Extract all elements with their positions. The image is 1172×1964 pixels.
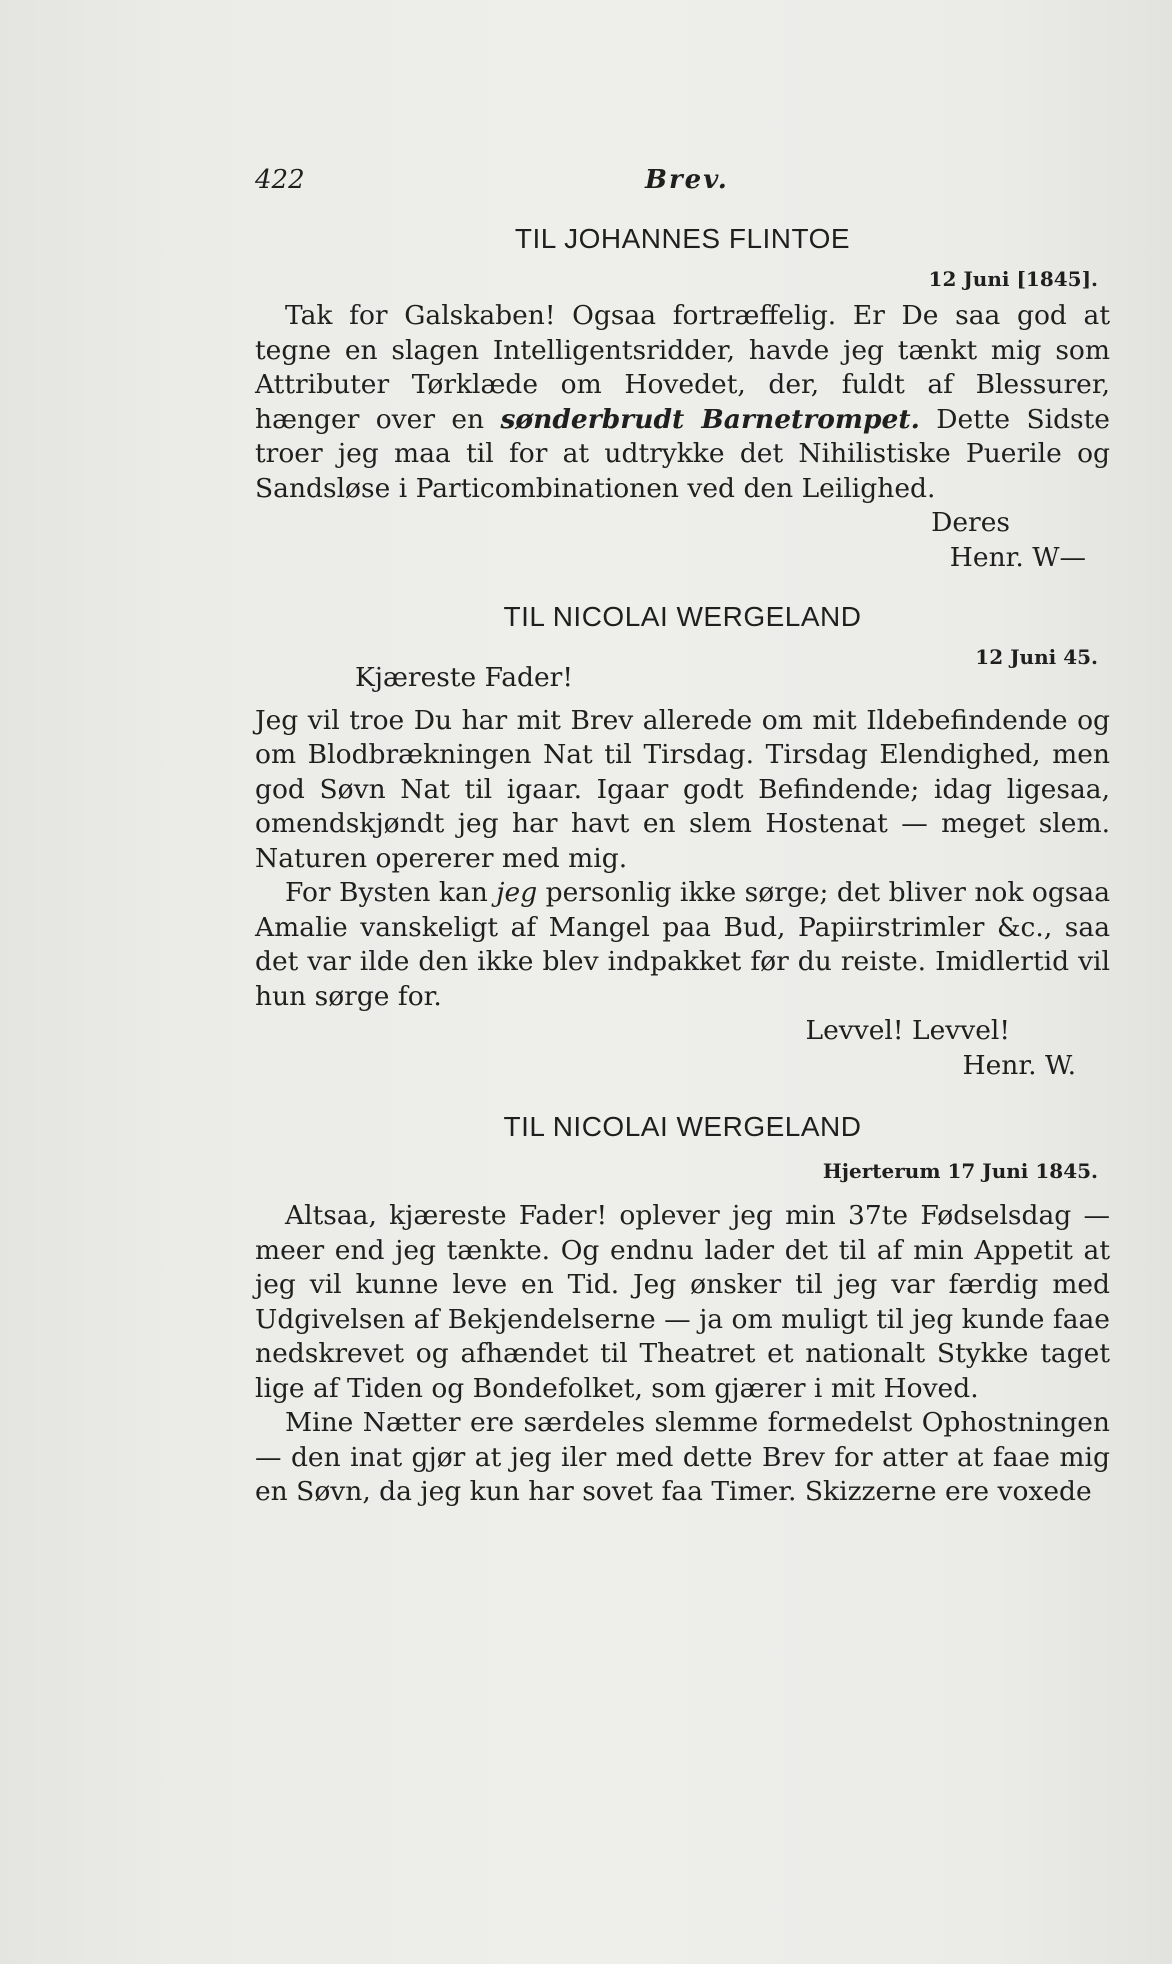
running-head: Brev. xyxy=(645,165,729,195)
letter-closing: Deres xyxy=(931,507,1010,538)
letter-salutation: Kjæreste Fader! xyxy=(355,662,573,693)
emphasized-text: sønderbrudt Barnetrompet. xyxy=(500,403,920,435)
letter-date: 12 Juni [1845]. xyxy=(928,267,1098,291)
letter-title: TIL NICOLAI WERGELAND xyxy=(503,1111,862,1142)
emphasized-text: jeg xyxy=(496,877,538,908)
page-number: 422 xyxy=(255,165,305,195)
letter-signature: Henr. W— xyxy=(949,541,1086,573)
letter-paragraph: Altsaa, kjæreste Fader! oplever jeg min 37te Fødselsdag — meer end jeg tænkte. Og endnu lader det til af min Appetit at jeg vil kunne leve en Tid. Jeg ønsker til jeg var færdig med Udgivelsen af Bekjendelserne — ja om muligt til jeg kunde faae nedskrevet og afhændet til Theatret et nationalt Stykke taget lige af Tiden og Bondefolket, som gjærer i mit Hoved. xyxy=(255,1200,1110,1404)
letter-signature: Henr. W. xyxy=(962,1049,1076,1081)
letter-paragraph xyxy=(255,876,1110,1014)
letter-closing: Levvel! Levvel! xyxy=(805,1015,1010,1046)
paragraph-text: For Bysten kan xyxy=(285,877,497,908)
letter-paragraph: Jeg vil troe Du har mit Brev allerede om mit Ildebefindende og om Blodbrækningen Nat til Tirsdag. Tirsdag Elendighed, men god Søvn Nat til igaar. Igaar godt Befindende; idag ligesaa, omendskjøndt jeg har havt en slem Hostenat — meget slem. Naturen opererer med mig. xyxy=(255,704,1110,874)
paragraph-text: Tak for Galskaben! Ogsaa fortræffelig. Er De saa god at tegne en slagen Intelligentsridder, havde jeg tænkt mig som Attributer Tørklæde om Hovedet, der, fuldt af Blessurer, hænger over en xyxy=(255,300,1110,435)
letter xyxy=(255,1111,1110,1510)
letter-title: TIL JOHANNES FLINTOE xyxy=(514,223,851,254)
paragraph-text: Dette Sidste troer jeg maa til for at udtrykke det Nihilistiske Puerile og Sandsløse i Particombinationen ved den Leilighed. xyxy=(255,403,1110,504)
letter-paragraph xyxy=(255,299,1110,506)
page-header xyxy=(255,165,1110,205)
letter xyxy=(255,601,1110,1083)
text-block xyxy=(255,165,1110,1510)
letter-date: Hjerterum 17 Juni 1845. xyxy=(822,1159,1098,1183)
letter-title: TIL NICOLAI WERGELAND xyxy=(503,601,862,632)
letter-paragraph: Mine Nætter ere særdeles slemme formedelst Ophostningen — den inat gjør at jeg iler med dette Brev for atter at faae mig en Søvn, da jeg kun har sovet faa Timer. Skizzerne ere voxede xyxy=(255,1407,1110,1507)
letter-date: 12 Juni 45. xyxy=(975,645,1098,669)
paragraph-text: personlig ikke sørge; det bliver nok ogsaa Amalie vanskeligt af Mangel paa Bud, Papiirstrimler &c., saa det var ilde den ikke blev indpakket før du reiste. Imidlertid vil hun sørge for. xyxy=(255,877,1110,1012)
letter xyxy=(255,223,1110,575)
